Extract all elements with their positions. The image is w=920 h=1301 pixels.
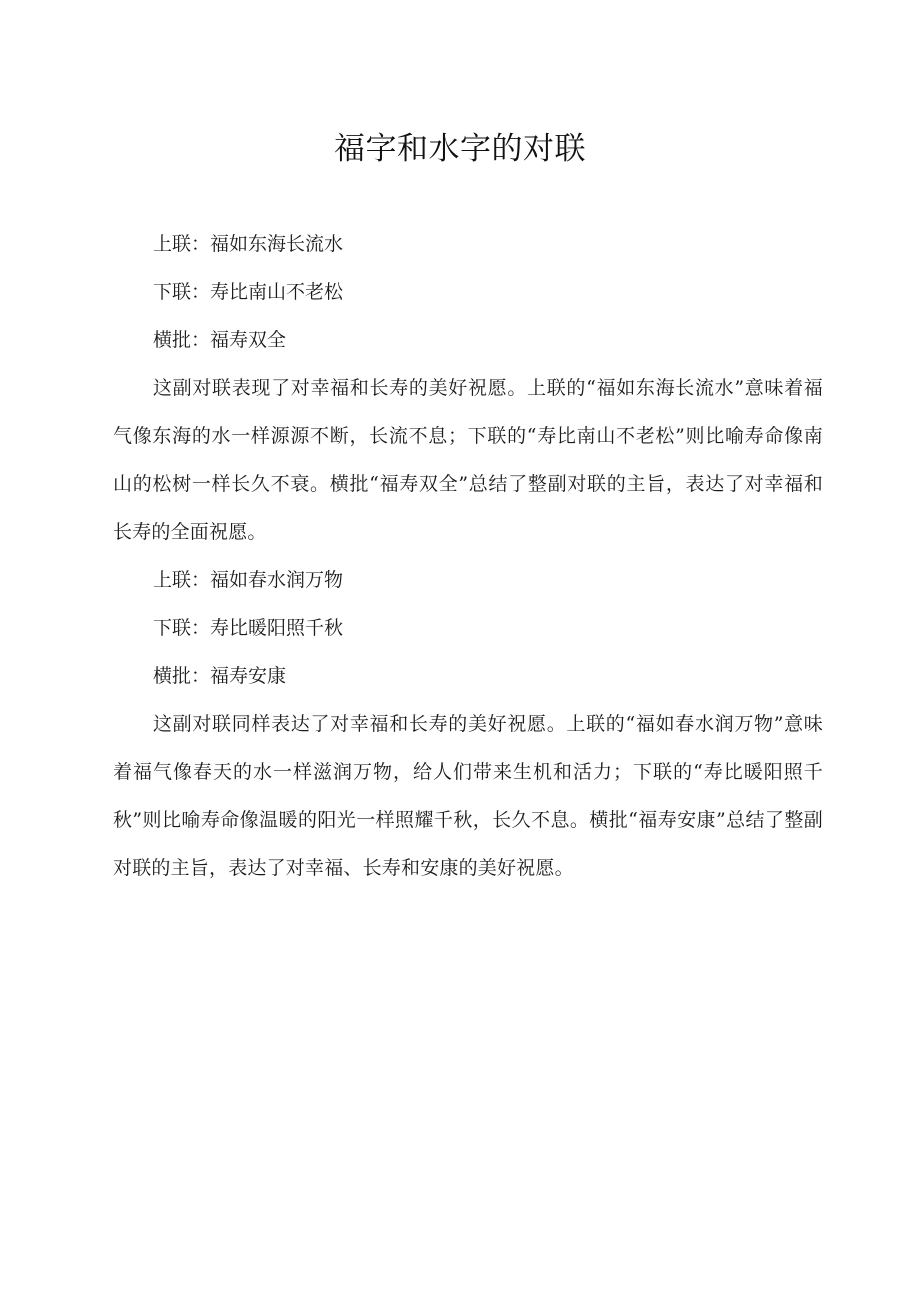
couplet-1-lower-line: 下联：寿比南山不老松: [153, 281, 344, 303]
couplet-2-lower-line: 下联：寿比暖阳照千秋: [153, 617, 344, 639]
couplet-2-horizontal-line: 横批：福寿安康: [153, 665, 287, 687]
couplet-2-explanation: 这副对联同样表达了对幸福和长寿的美好祝愿。上联的“福如春水润万物”意味着福气像春天的水一样滋润万物，给人们带来生机和活力；下联的“寿比暖阳照千秋”则比喻寿命像温暖的阳光一样照耀千秋，长久不息。横批“福寿安康”总结了整副对联的主旨，表达了对幸福、长寿和安康的美好祝愿。: [113, 713, 823, 879]
couplet-1-explanation: 这副对联表现了对幸福和长寿的美好祝愿。上联的“福如东海长流水”意味着福气像东海的水一样源源不断，长流不息；下联的“寿比南山不老松”则比喻寿命像南山的松树一样长久不衰。横批“福寿双全”总结了整副对联的主旨，表达了对幸福和长寿的全面祝愿。: [113, 377, 823, 543]
page-title: 福字和水字的对联: [334, 131, 586, 167]
couplet-1-upper-line: 上联：福如东海长流水: [153, 233, 344, 255]
couplet-1-horizontal-line: 横批：福寿双全: [153, 329, 287, 351]
document-body: [113, 220, 823, 892]
couplet-2-upper-line: 上联：福如春水润万物: [153, 569, 344, 591]
